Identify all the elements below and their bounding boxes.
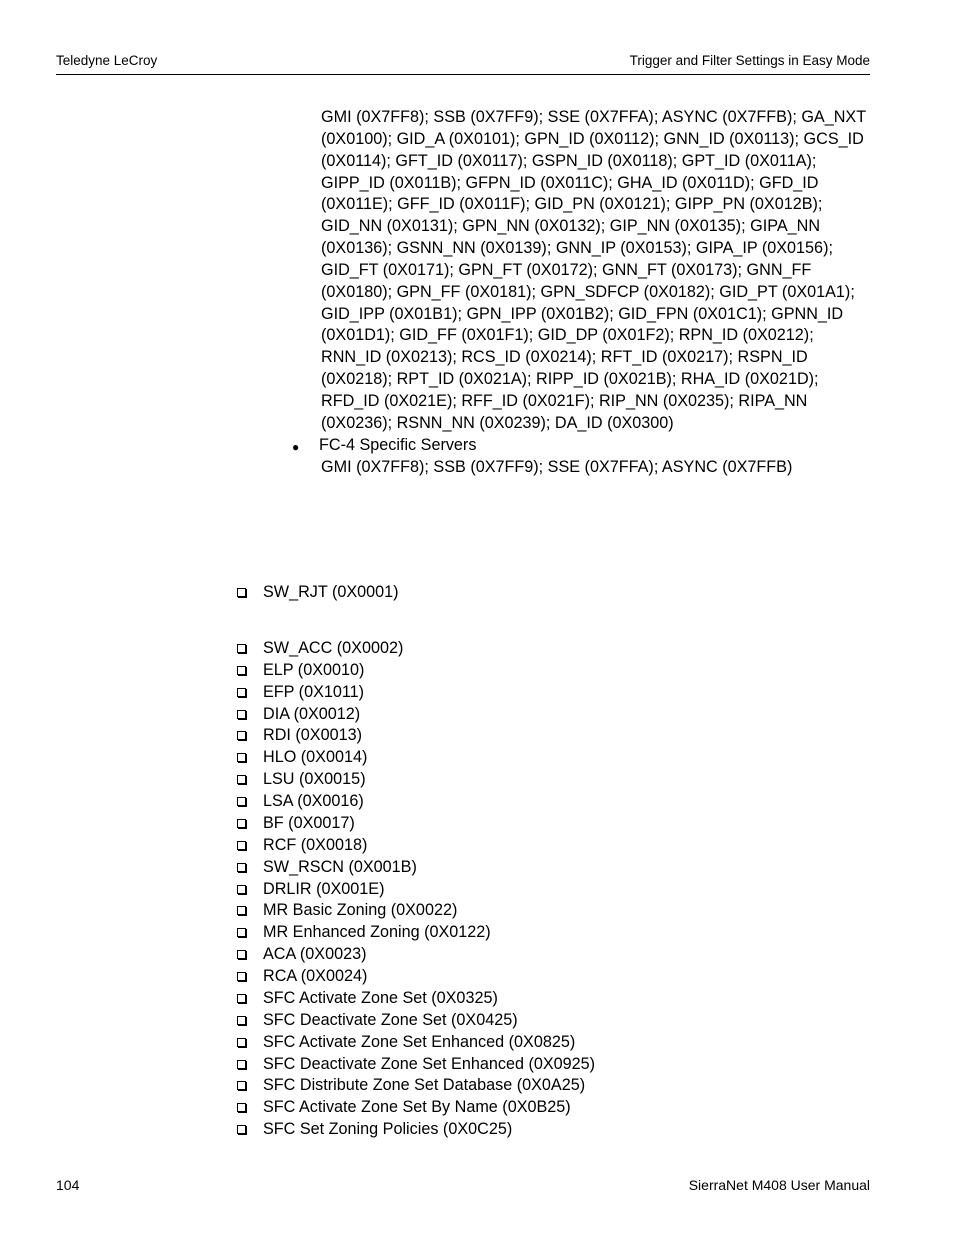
checkbox-item-label: EFP (0X1011) xyxy=(263,682,365,701)
checkbox-square-icon xyxy=(237,885,246,894)
checkbox-item-label: SW_ACC (0X0002) xyxy=(263,639,404,657)
checkbox-item-label: DIA (0X0012) xyxy=(263,704,361,723)
checkbox-item-label: ACA (0X0023) xyxy=(263,945,367,964)
checkbox-square-icon xyxy=(237,775,246,784)
checkbox-item-label: SFC Deactivate Zone Set (0X0425) xyxy=(263,1010,518,1029)
paragraph-line: (0X0218); RPT_ID (0X021A); RIPP_ID (0X021B); RHA_ID (0X021D); xyxy=(321,370,819,389)
bullet-item-title: FC-4 Specific Servers xyxy=(319,436,477,454)
checkbox-item-label: DRLIR (0X001E) xyxy=(263,879,385,898)
page-number: 104 xyxy=(56,1177,80,1193)
checkbox-square-icon xyxy=(237,588,246,597)
paragraph-line: (0X01D1); GID_FF (0X01F1); GID_DP (0X01F2); RPN_ID (0X0212); xyxy=(321,326,814,345)
checkbox-item-label: RDI (0X0013) xyxy=(263,726,362,745)
paragraph-line: GID_NN (0X0131); GPN_NN (0X0132); GIP_NN (0X0135); GIPA_NN xyxy=(321,217,821,236)
checkbox-item-label: RCF (0X0018) xyxy=(263,835,368,854)
checkbox-square-icon xyxy=(237,797,246,806)
checkbox-square-icon xyxy=(237,863,246,872)
paragraph-line: RFD_ID (0X021E); RFF_ID (0X021F); RIP_NN (0X0235); RIPA_NN xyxy=(321,391,808,410)
command-code-paragraph xyxy=(321,107,869,435)
paragraph-line: (0X0180); GPN_FF (0X0181); GPN_SDFCP (0X0182); GID_PT (0X01A1); xyxy=(321,282,855,301)
checkbox-square-icon xyxy=(237,644,246,653)
checkbox-square-icon xyxy=(237,1060,246,1069)
footer-manual-title: SierraNet M408 User Manual xyxy=(688,1177,870,1193)
checkbox-item-label: SFC Set Zoning Policies (0X0C25) xyxy=(263,1120,513,1139)
checkbox-square-icon xyxy=(237,1038,246,1047)
checkbox-square-icon xyxy=(237,1081,246,1090)
checkbox-square-icon xyxy=(237,1103,246,1112)
header-company: Teledyne LeCroy xyxy=(56,53,158,68)
header-section-title: Trigger and Filter Settings in Easy Mode xyxy=(629,53,870,68)
paragraph-line: (0X0236); RSNN_NN (0X0239); DA_ID (0X0300) xyxy=(321,413,674,432)
paragraph-line: (0X0100); GID_A (0X0101); GPN_ID (0X0112); GNN_ID (0X0113); GCS_ID xyxy=(321,129,864,148)
checkbox-square-icon xyxy=(237,688,246,697)
checkbox-item-label: HLO (0X0014) xyxy=(263,748,368,767)
checkbox-item-label: LSU (0X0015) xyxy=(263,770,366,789)
paragraph-line: (0X0114); GFT_ID (0X0117); GSPN_ID (0X0118); GPT_ID (0X011A); xyxy=(321,151,817,170)
checkbox-item-label: SFC Activate Zone Set Enhanced (0X0825) xyxy=(263,1032,576,1051)
checkbox-square-icon xyxy=(237,1125,246,1134)
checkbox-square-icon xyxy=(237,731,246,740)
bullet-item-codes: GMI (0X7FF8); SSB (0X7FF9); SSE (0X7FFA); ASYNC (0X7FFB) xyxy=(321,458,793,476)
checkbox-item-label: SFC Distribute Zone Set Database (0X0A25) xyxy=(263,1076,586,1095)
checkbox-square-icon xyxy=(237,841,246,850)
checkbox-square-icon xyxy=(237,928,246,937)
checkbox-item-label: SW_RSCN (0X001B) xyxy=(263,857,417,876)
header-divider xyxy=(56,74,870,75)
checkbox-square-icon xyxy=(237,666,246,675)
checkbox-item-label: RCA (0X0024) xyxy=(263,967,368,986)
checkbox-square-icon xyxy=(237,710,246,719)
checkbox-item-label: LSA (0X0016) xyxy=(263,792,364,811)
paragraph-line: (0X011E); GFF_ID (0X011F); GID_PN (0X0121); GIPP_PN (0X012B); xyxy=(321,195,823,214)
checkbox-square-icon xyxy=(237,994,246,1003)
checkbox-item-label: SFC Activate Zone Set (0X0325) xyxy=(263,988,498,1007)
checkbox-square-icon xyxy=(237,906,246,915)
paragraph-line: RNN_ID (0X0213); RCS_ID (0X0214); RFT_ID (0X0217); RSPN_ID xyxy=(321,348,808,367)
checkbox-item-label: BF (0X0017) xyxy=(263,813,355,832)
paragraph-line: GID_IPP (0X01B1); GPN_IPP (0X01B2); GID_FPN (0X01C1); GPNN_ID xyxy=(321,304,844,323)
checkbox-item-label: ELP (0X0010) xyxy=(263,660,365,679)
checkbox-square-icon xyxy=(237,753,246,762)
checkbox-square-icon xyxy=(237,972,246,981)
checkbox-item-label: MR Basic Zoning (0X0022) xyxy=(263,901,458,920)
paragraph-line: GIPP_ID (0X011B); GFPN_ID (0X011C); GHA_ID (0X011D); GFD_ID xyxy=(321,173,819,192)
checkbox-square-icon xyxy=(237,819,246,828)
checkbox-item-label: MR Enhanced Zoning (0X0122) xyxy=(263,923,491,942)
bullet-dot-icon: ● xyxy=(292,440,300,454)
checkbox-item-label: SFC Deactivate Zone Set Enhanced (0X0925) xyxy=(263,1054,596,1073)
checkbox-item-label: SFC Activate Zone Set By Name (0X0B25) xyxy=(263,1098,571,1117)
checkbox-square-icon xyxy=(237,950,246,959)
paragraph-line: (0X0136); GSNN_NN (0X0139); GNN_IP (0X0153); GIPA_IP (0X0156); xyxy=(321,239,833,258)
paragraph-line: GID_FT (0X0171); GPN_FT (0X0172); GNN_FT (0X0173); GNN_FF xyxy=(321,260,812,279)
checkbox-square-icon xyxy=(237,1016,246,1025)
checkbox-item-label: SW_RJT (0X0001) xyxy=(263,583,399,601)
paragraph-line: GMI (0X7FF8); SSB (0X7FF9); SSE (0X7FFA); ASYNC (0X7FFB); GA_NXT xyxy=(321,108,867,126)
